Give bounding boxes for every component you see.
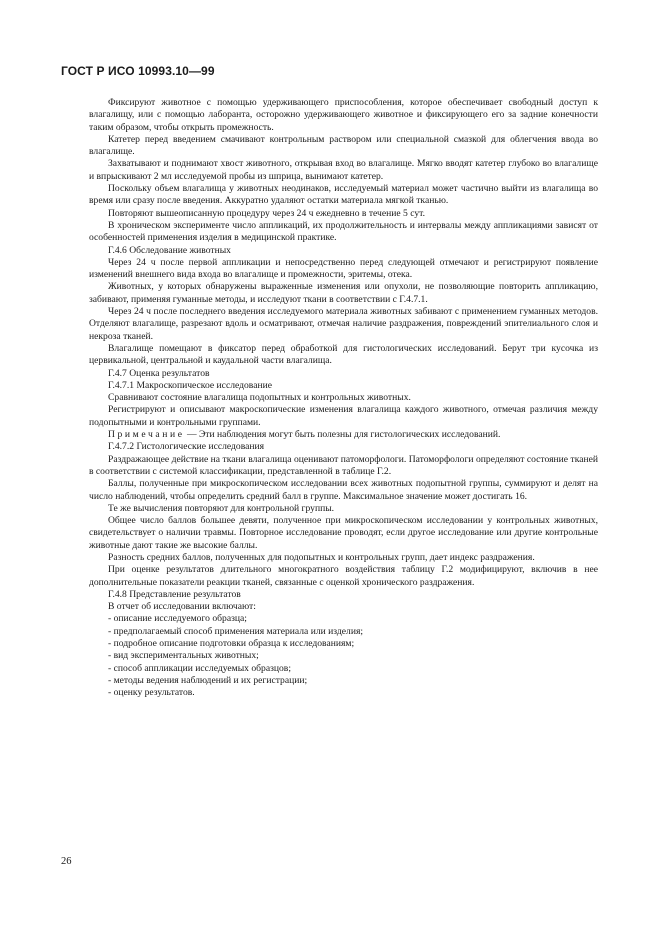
paragraph: Влагалище помещают в фиксатор перед обработкой для гистологических исследований. Берут три кусочка из цервикальной, центральной и каудальной части влагалища. — [89, 342, 598, 367]
section-heading: Г.4.7.2 Гистологические исследования — [108, 441, 265, 453]
section-heading: Г.4.7.1 Макроскопическое исследование — [108, 379, 272, 391]
list-item: - оценку результатов. — [108, 687, 195, 699]
list-item: - предполагаемый способ применения материала или изделия; — [108, 625, 364, 637]
paragraph: В отчет об исследовании включают: — [108, 601, 256, 613]
paragraph: Общее число баллов большее девяти, полученное при микроскопическом исследовании у контрольных животных, свидетельствует о наличии травмы. Повторное исследование проводят, если другое исследование или другие контрольные животные дают такие же высокие баллы. — [89, 515, 598, 551]
paragraph: Фиксируют животное с помощью удерживающего приспособления, которое обеспечивает свободный доступ к влагалищу, или с помощью лаборанта, осторожно удерживающего животное и фиксирующего его за задние конечности таким образом, чтобы открыть промежность. — [89, 97, 598, 133]
page-number: 26 — [61, 856, 72, 867]
paragraph: Повторяют вышеописанную процедуру через 24 ч ежедневно в течение 5 сут. — [108, 207, 426, 219]
note — [89, 429, 598, 441]
list-item: - вид экспериментальных животных; — [108, 650, 259, 662]
section-heading: Г.4.8 Представление результатов — [108, 588, 241, 600]
list-item: - методы ведения наблюдений и их регистрации; — [108, 674, 308, 686]
note-text: — Эти наблюдения могут быть полезны для гистологических исследований. — [184, 429, 501, 441]
paragraph: Катетер перед введением смачивают контрольным раствором или специальной смазкой для облегчения ввода во влагалище. — [89, 133, 598, 158]
paragraph: Регистрируют и описывают макроскопические изменения влагалища каждого животного, отмечая различия между подопытными и контрольными группами. — [89, 404, 598, 428]
paragraph: Через 24 ч после первой аппликации и непосредственно перед следующей отмечают и регистрируют появление изменений внешнего вида входа во влагалище и промежности, эритемы, отека. — [89, 256, 598, 281]
paragraph: При оценке результатов длительного многократного воздействия таблицу Г.2 модифицируют, включив в нее дополнительные показатели реакции тканей, связанные с оценкой хронического раздражения. — [89, 564, 598, 588]
paragraph: Через 24 ч после последнего введения исследуемого материала животных забивают с применением гуманных методов. Отделяют влагалище, разрезают вдоль и осматривают, отмечая наличие раздражения, повреждений эпителиального слоя и некроза тканей. — [89, 306, 598, 342]
paragraph: Захватывают и поднимают хвост животного, открывая вход во влагалище. Мягко вводят катетер глубоко во влагалище и впрыскивают 2 мл исследуемой пробы из шприца, вынимают катетер. — [89, 158, 598, 182]
paragraph: Поскольку объем влагалища у животных неодинаков, исследуемый материал может частично выйти из влагалища во время или сразу после введения. Аккуратно удаляют остатки материала мягкой тканью. — [89, 183, 598, 207]
paragraph: В хроническом эксперименте число аппликаций, их продолжительность и интервалы между аппликациями зависят от особенностей применения изделия в медицинской практике. — [89, 219, 598, 244]
list-item: - подробное описание подготовки образца к исследованиям; — [108, 638, 355, 650]
paragraph: Сравнивают состояние влагалища подопытных и контрольных животных. — [108, 392, 411, 404]
section-heading: Г.4.7 Оценка результатов — [108, 367, 210, 379]
note-label: Примечание — [108, 429, 185, 441]
list-item: - описание исследуемого образца; — [108, 613, 247, 625]
paragraph: Раздражающее действие на ткани влагалища оценивают патоморфологи. Патоморфологи определяют состояние тканей в соответствии с системой классификации, представленной в таблице Г.2. — [89, 453, 598, 477]
document-body — [89, 97, 598, 700]
paragraph: Животных, у которых обнаружены выраженные изменения или опухоли, не позволяющие повторить аппликацию, забивают, применяя гуманные методы, и исследуют ткани в соответствии с Г.4.7.1. — [89, 281, 598, 305]
paragraph: Баллы, полученные при микроскопическом исследовании всех животных подопытной группы, суммируют и делят на число наблюдений, чтобы определить средний балл в группе. Максимальное значение может достигать 16. — [89, 478, 598, 502]
paragraph: Те же вычисления повторяют для контрольной группы. — [108, 502, 335, 514]
section-heading: Г.4.6 Обследование животных — [108, 244, 231, 256]
list-item: - способ аппликации исследуемых образцов; — [108, 662, 291, 674]
document-header: ГОСТ Р ИСО 10993.10—99 — [61, 64, 215, 78]
paragraph: Разность средних баллов, полученных для подопытных и контрольных групп, дает индекс раздражения. — [108, 551, 535, 563]
